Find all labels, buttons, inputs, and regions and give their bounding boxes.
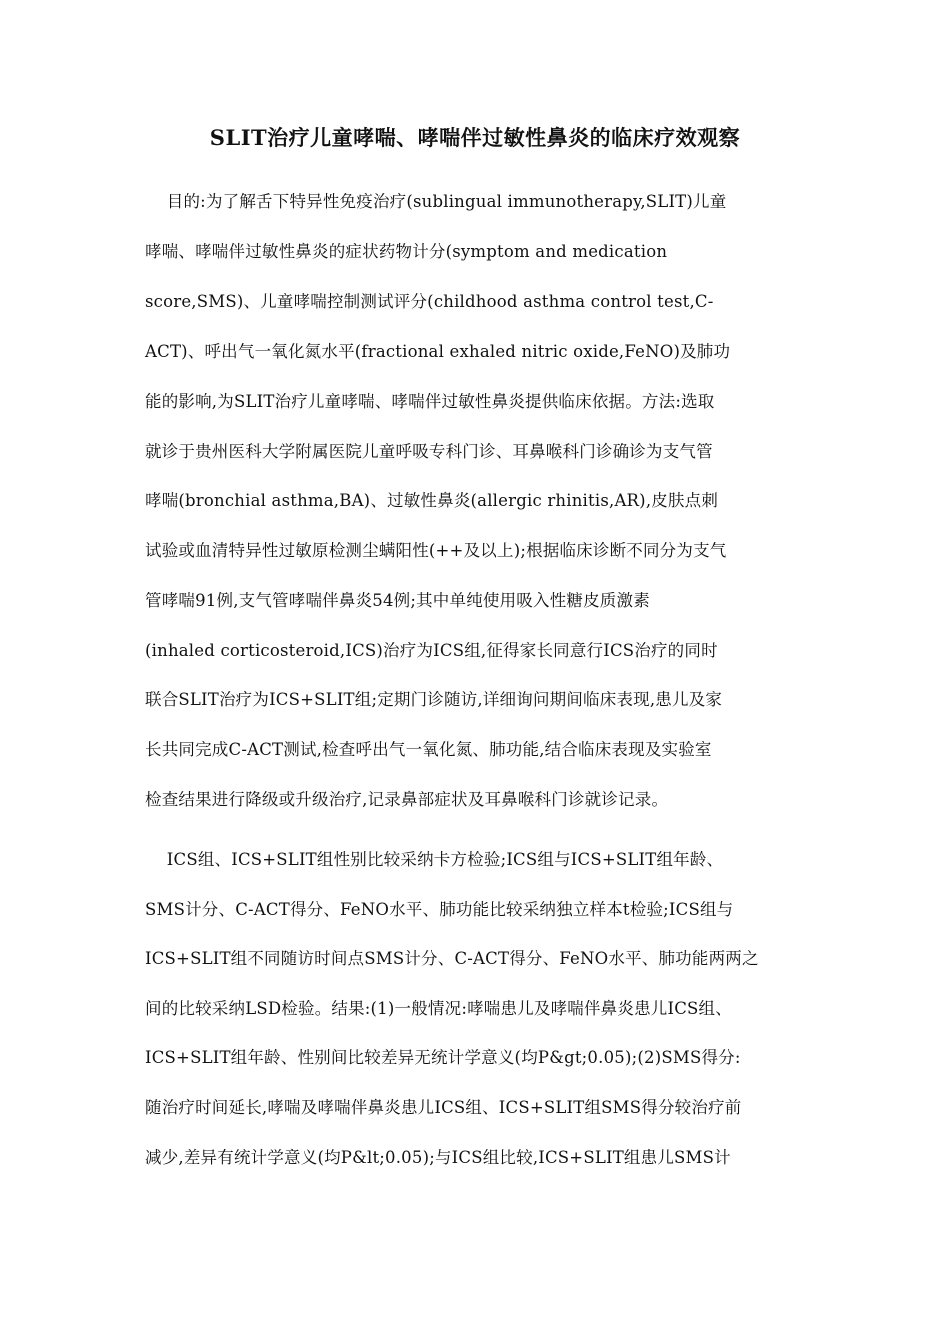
paragraph-1-line: 哮喘、哮喘伴过敏性鼻炎的症状药物计分(symptom and medication xyxy=(145,242,668,261)
document-title: SLIT治疗儿童哮喘、哮喘伴过敏性鼻炎的临床疗效观察 xyxy=(209,125,741,150)
paragraph-1-line: 哮喘(bronchial asthma,BA)、过敏性鼻炎(allergic rhinitis,AR),皮肤点刺 xyxy=(145,491,719,510)
paragraph-2-line: ICS+SLIT组年龄、性别间比较差异无统计学意义(均P&gt;0.05);(2)SMS得分: xyxy=(145,1048,741,1067)
paragraph-1-line: 试验或血清特异性过敏原检测尘螨阳性(++及以上);根据临床诊断不同分为支气 xyxy=(145,541,727,560)
paragraph-1-line: 管哮喘91例,支气管哮喘伴鼻炎54例;其中单纯使用吸入性糖皮质激素 xyxy=(145,591,650,610)
paragraph-1-line: 长共同完成C-ACT测试,检查呼出气一氧化氮、肺功能,结合临床表现及实验室 xyxy=(145,740,712,759)
paragraph-2-line: 间的比较采纳LSD检验。结果:(1)一般情况:哮喘患儿及哮喘伴鼻炎患儿ICS组、 xyxy=(145,999,732,1018)
paragraph-2-line: 减少,差异有统计学意义(均P&lt;0.05);与ICS组比较,ICS+SLIT组患儿SMS计 xyxy=(145,1148,731,1167)
paragraph-1-line: ACT)、呼出气一氧化氮水平(fractional exhaled nitric oxide,FeNO)及肺功 xyxy=(145,342,731,361)
paragraph-1-line: 就诊于贵州医科大学附属医院儿童呼吸专科门诊、耳鼻喉科门诊确诊为支气管 xyxy=(145,442,713,461)
paragraph-1-line: 目的:为了解舌下特异性免疫治疗(sublingual immunotherapy,SLIT)儿童 xyxy=(145,192,727,211)
paragraph-2-line: ICS+SLIT组不同随访时间点SMS计分、C-ACT得分、FeNO水平、肺功能两两之 xyxy=(145,949,759,968)
paragraph-1-line: (inhaled corticosteroid,ICS)治疗为ICS组,征得家长同意行ICS治疗的同时 xyxy=(145,641,718,660)
paragraph-1-line: 联合SLIT治疗为ICS+SLIT组;定期门诊随访,详细询问期间临床表现,患儿及家 xyxy=(145,690,723,709)
paragraph-2-line: 随治疗时间延长,哮喘及哮喘伴鼻炎患儿ICS组、ICS+SLIT组SMS得分较治疗前 xyxy=(145,1098,742,1117)
paragraph-2-line: ICS组、ICS+SLIT组性别比较采纳卡方检验;ICS组与ICS+SLIT组年龄、 xyxy=(145,850,724,869)
paragraph-1-line: score,SMS)、儿童哮喘控制测试评分(childhood asthma control test,C- xyxy=(145,292,714,311)
paragraph-2-line: SMS计分、C-ACT得分、FeNO水平、肺功能比较采纳独立样本t检验;ICS组与 xyxy=(145,900,734,919)
paragraph-1-line: 能的影响,为SLIT治疗儿童哮喘、哮喘伴过敏性鼻炎提供临床依据。方法:选取 xyxy=(145,392,715,411)
paragraph-1-line: 检查结果进行降级或升级治疗,记录鼻部症状及耳鼻喉科门诊就诊记录。 xyxy=(145,790,669,809)
